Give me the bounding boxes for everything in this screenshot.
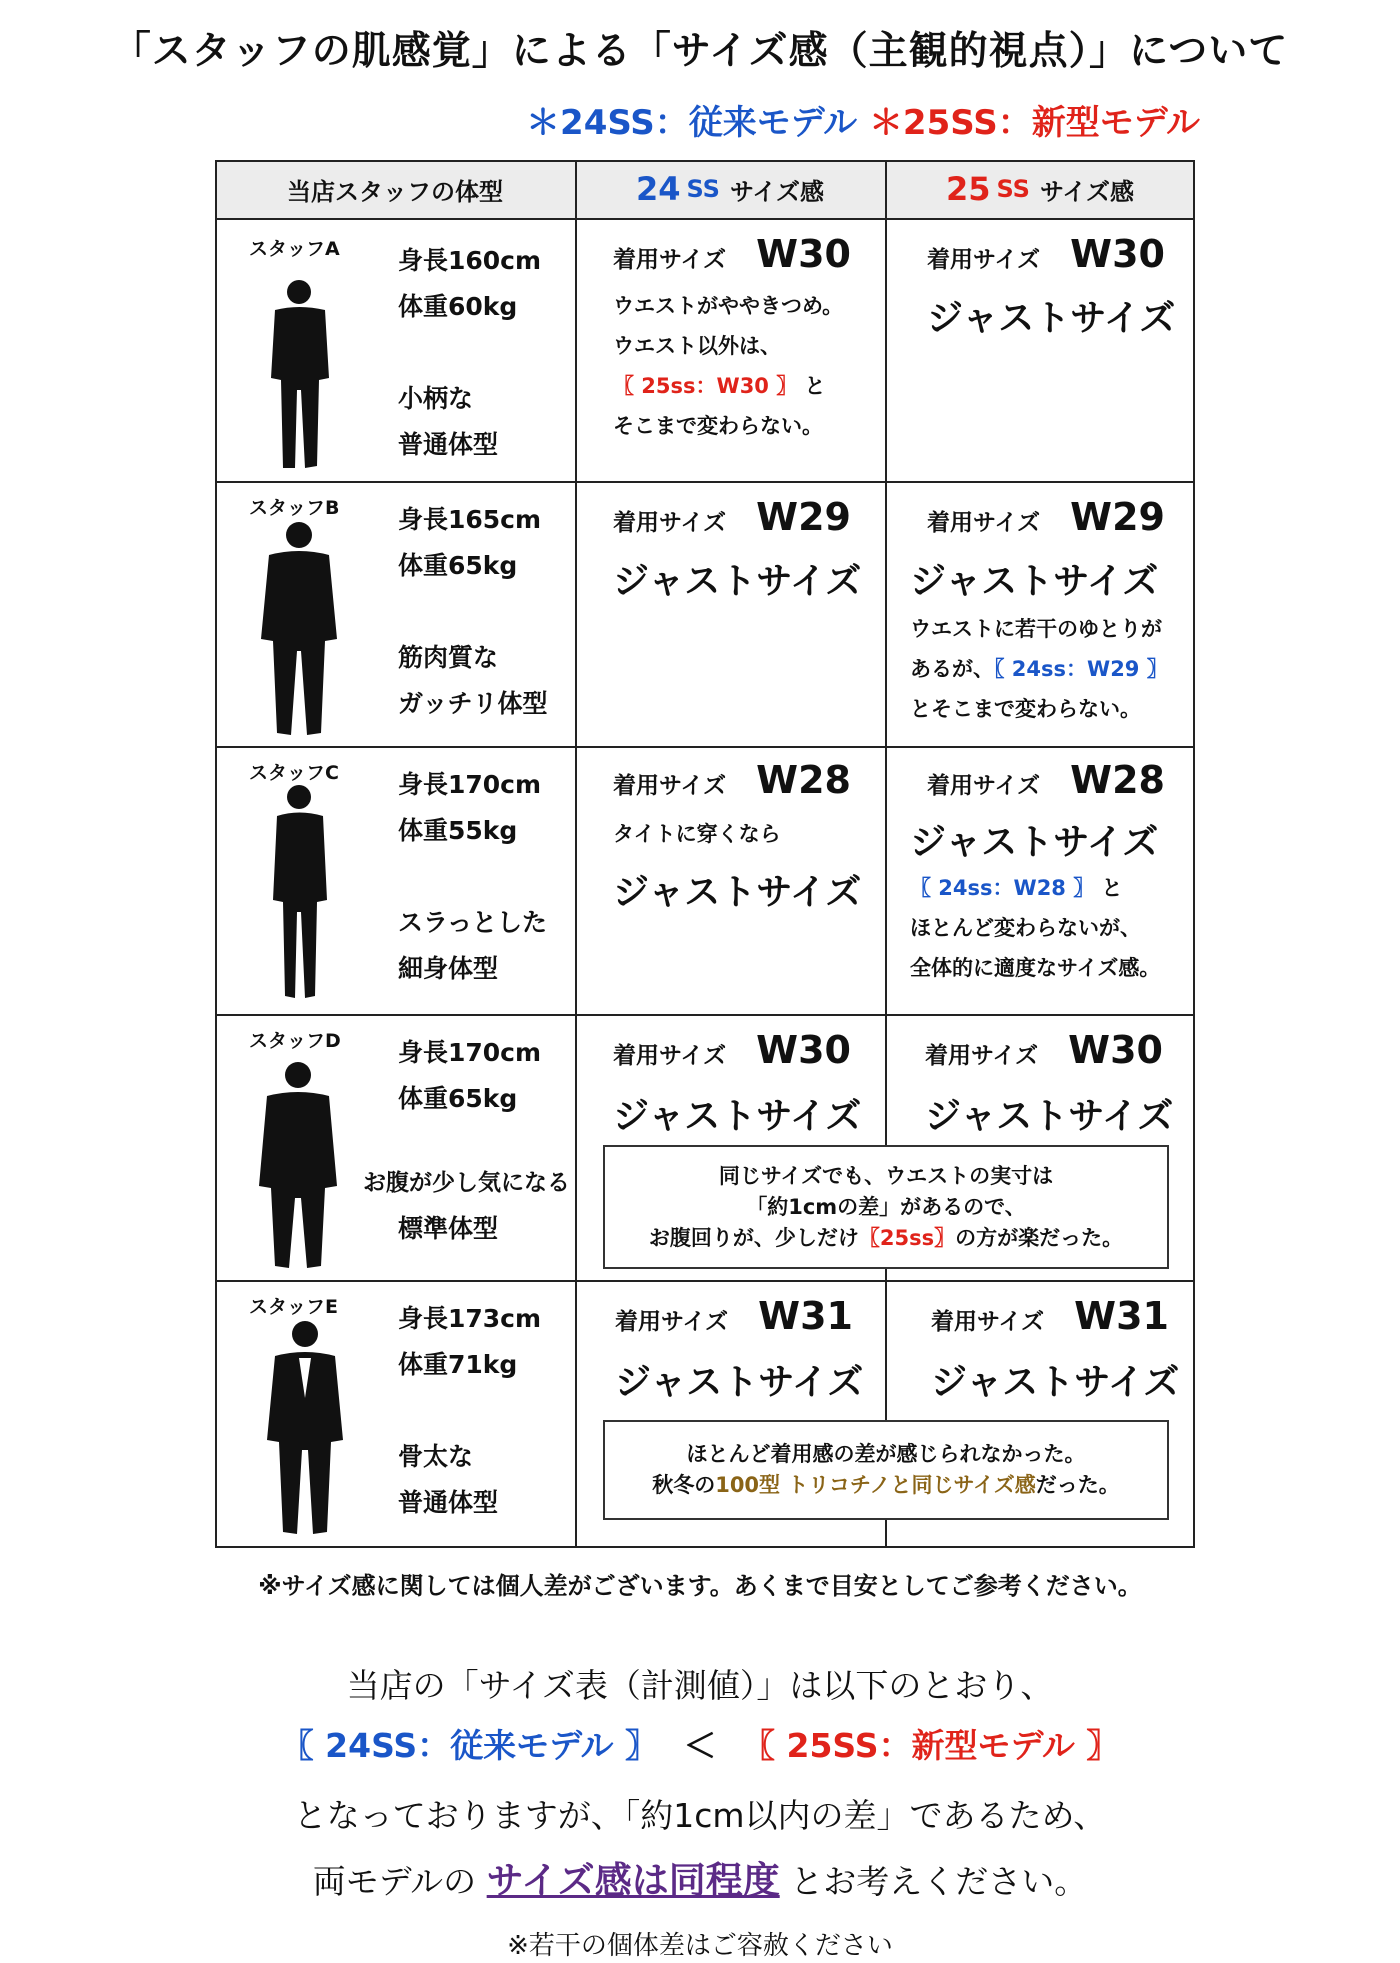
staff-type: 筋肉質な (398, 643, 499, 672)
note-line: 同じサイズでも、ウエストの実寸は (718, 1163, 1054, 1188)
wear-label: 着用サイズ (613, 510, 727, 536)
conclusion-text: とお考えください。 (790, 1862, 1088, 1901)
note-highlight: 〖 24ss：W28 〗 (910, 876, 1095, 900)
wear-size (613, 495, 851, 539)
staff-silhouette-icon (255, 519, 343, 741)
staff-stats (398, 497, 548, 727)
size-chart-intro: 当店の「サイズ表（計測値）」は以下のとおり、 (346, 1666, 1054, 1705)
staff-type: 普通体型 (398, 430, 499, 459)
row-staff-b (215, 481, 575, 746)
staff-type: 小柄な (398, 384, 474, 413)
size-note (910, 609, 1168, 729)
note-text: 秋冬の (652, 1473, 716, 1497)
header-24ss (575, 160, 885, 218)
staff-type: お腹が少し気になる (363, 1170, 570, 1196)
wear-value: W30 (1068, 1028, 1163, 1072)
fit-verdict: ジャストサイズ (910, 561, 1159, 602)
note-highlight: 〖 25ss：W30 〗 (613, 374, 798, 398)
wear-size (925, 1028, 1163, 1072)
header-25-suffix: サイズ感 (1039, 177, 1135, 206)
wear-value: W29 (1070, 495, 1165, 539)
comparison-note-box (603, 1145, 1169, 1269)
note-text: と (1101, 876, 1123, 900)
model-25ss: 〖 25SS：新型モデル 〗 (742, 1726, 1120, 1765)
staff-type: 細身体型 (398, 954, 499, 983)
staff-type: スラっとした (398, 908, 548, 937)
wear-value: W31 (1074, 1294, 1169, 1338)
row-staff-c (215, 746, 575, 1014)
size-comparison-table (215, 160, 1195, 1548)
staff-silhouette-icon (267, 782, 333, 1006)
difference-note: となっておりますが、「約1cm以内の差」であるため、 (293, 1796, 1107, 1835)
variance-note: ※若干の個体差はご容赦ください (507, 1931, 893, 1961)
wear-label: 着用サイズ (613, 773, 727, 799)
staff-name: スタッフE (249, 1296, 338, 1318)
grid-line (215, 160, 1195, 162)
fit-verdict: ジャストサイズ (613, 872, 862, 913)
staff-stats (398, 1296, 541, 1526)
header-25-ss: SS (996, 175, 1030, 203)
model-comparison (0, 1720, 1400, 1767)
wear-label: 着用サイズ (613, 1043, 727, 1069)
conclusion (0, 1850, 1400, 1904)
header-24-num: 24 (635, 170, 681, 208)
wear-label: 着用サイズ (927, 510, 1041, 536)
wear-size (615, 1294, 853, 1338)
note-line: 全体的に適度なサイズ感。 (910, 956, 1161, 980)
header-label: 当店スタッフの体型 (287, 177, 503, 206)
note-line: ウエストがややきつめ。 (613, 294, 844, 318)
row-c-24ss (575, 746, 885, 1014)
fit-verdict: ジャストサイズ (927, 298, 1176, 339)
note-text: だった。 (1035, 1473, 1120, 1497)
page-title: 「スタッフの肌感覚」による「サイズ感（主観的視点）」について (111, 29, 1289, 74)
header-24-ss: SS (686, 175, 720, 203)
note-line (605, 1470, 1167, 1501)
wear-size (613, 232, 851, 276)
staff-type: 標準体型 (398, 1214, 499, 1243)
fit-verdict: ジャストサイズ (925, 1096, 1174, 1137)
conclusion-text: 両モデルの (312, 1862, 477, 1901)
note-line: ほとんど変わらないが、 (910, 916, 1141, 940)
legend-25ss: ＊25SS：新型モデル (868, 103, 1200, 143)
row-a-24ss (575, 218, 885, 481)
wear-size (927, 495, 1165, 539)
staff-weight: 体重65kg (398, 551, 518, 580)
wear-label: 着用サイズ (927, 773, 1041, 799)
staff-name: スタッフD (249, 1030, 341, 1052)
staff-weight: 体重55kg (398, 816, 518, 845)
wear-value: W29 (756, 495, 851, 539)
row-a-25ss (885, 218, 1195, 481)
note-text: の方が楽だった。 (955, 1225, 1124, 1250)
staff-weight: 体重65kg (398, 1084, 518, 1113)
row-staff-d (215, 1014, 575, 1280)
staff-name: スタッフB (249, 497, 340, 519)
grid-line (215, 1546, 1195, 1548)
staff-silhouette-icon (263, 1318, 347, 1540)
row-staff-a (215, 218, 575, 481)
note-line (605, 1223, 1167, 1254)
staff-height: 身長170cm (398, 770, 542, 799)
wear-label: 着用サイズ (615, 1309, 729, 1335)
staff-height: 身長160cm (398, 246, 542, 275)
row-staff-e (215, 1280, 575, 1546)
conclusion-highlight: サイズ感は同程度 (486, 1859, 780, 1902)
staff-height: 身長165cm (398, 505, 542, 534)
wear-value: W30 (756, 232, 851, 276)
note-line (910, 868, 1160, 908)
staff-stats (363, 1030, 573, 1252)
legend-24ss: ＊24SS：従来モデル (526, 103, 858, 143)
disclaimer: ※サイズ感に関しては個人差がございます。あくまで目安としてご参考ください。 (258, 1572, 1142, 1600)
wear-value: W30 (1070, 232, 1165, 276)
note-line (910, 649, 1168, 689)
fit-verdict: ジャストサイズ (910, 822, 1159, 863)
staff-weight: 体重60kg (398, 292, 518, 321)
header-25ss (885, 160, 1195, 218)
staff-type: ガッチリ体型 (398, 689, 548, 718)
row-c-25ss (885, 746, 1195, 1014)
note-text: あるが、 (910, 657, 994, 681)
comparison-note-box (603, 1420, 1169, 1520)
wear-size (931, 1294, 1169, 1338)
note-line: 「約1cmの差」があるので、 (746, 1194, 1026, 1219)
staff-weight: 体重71kg (398, 1350, 518, 1379)
note-line: ほとんど着用感の差が感じられなかった。 (686, 1442, 1086, 1466)
wear-label: 着用サイズ (925, 1043, 1039, 1069)
note-line: とそこまで変わらない。 (910, 697, 1141, 721)
header-24-suffix: サイズ感 (729, 177, 825, 206)
staff-type: 普通体型 (398, 1488, 499, 1517)
wear-size (927, 758, 1165, 802)
size-note (613, 286, 843, 446)
model-legend (526, 95, 1200, 144)
note-line: ウエストに若干のゆとりが (910, 617, 1162, 641)
fit-verdict: ジャストサイズ (931, 1362, 1180, 1403)
note-text: と (804, 374, 826, 398)
fit-verdict: ジャストサイズ (613, 561, 862, 602)
note-line (613, 366, 843, 406)
fit-verdict: ジャストサイズ (615, 1362, 864, 1403)
staff-name: スタッフA (249, 238, 340, 260)
staff-silhouette-icon (265, 278, 335, 473)
staff-silhouette-icon (255, 1060, 341, 1274)
header-25-num: 25 (945, 170, 991, 208)
less-than-sign: ＜ (683, 1726, 717, 1765)
wear-value: W28 (1070, 758, 1165, 802)
staff-stats (398, 762, 547, 992)
note-highlight: 100型 トリコチノと同じサイズ感 (715, 1473, 1036, 1497)
size-note: タイトに穿くなら (613, 822, 781, 846)
note-highlight: 〖25ss〗 (858, 1225, 956, 1250)
model-24ss: 〖 24SS：従来モデル 〗 (280, 1726, 658, 1765)
note-line: そこまで変わらない。 (613, 414, 823, 438)
staff-height: 身長170cm (398, 1038, 542, 1067)
wear-size (613, 1028, 851, 1072)
wear-label: 着用サイズ (931, 1309, 1045, 1335)
wear-size (927, 232, 1165, 276)
row-b-24ss (575, 481, 885, 746)
wear-value: W31 (758, 1294, 853, 1338)
wear-label: 着用サイズ (927, 247, 1041, 273)
wear-value: W30 (756, 1028, 851, 1072)
note-line: ウエスト以外は、 (613, 334, 781, 358)
staff-type: 骨太な (398, 1442, 474, 1471)
fit-verdict: ジャストサイズ (613, 1096, 862, 1137)
staff-stats (398, 238, 541, 468)
size-note (910, 868, 1160, 988)
note-highlight: 〖 24ss：W29 〗 (994, 657, 1168, 681)
wear-label: 着用サイズ (613, 247, 727, 273)
wear-size (613, 758, 851, 802)
header-staff-body (215, 160, 575, 218)
staff-height: 身長173cm (398, 1304, 542, 1333)
staff-name: スタッフC (249, 762, 339, 784)
note-text: お腹回りが、少しだけ (648, 1225, 859, 1250)
row-b-25ss (885, 481, 1195, 746)
wear-value: W28 (756, 758, 851, 802)
